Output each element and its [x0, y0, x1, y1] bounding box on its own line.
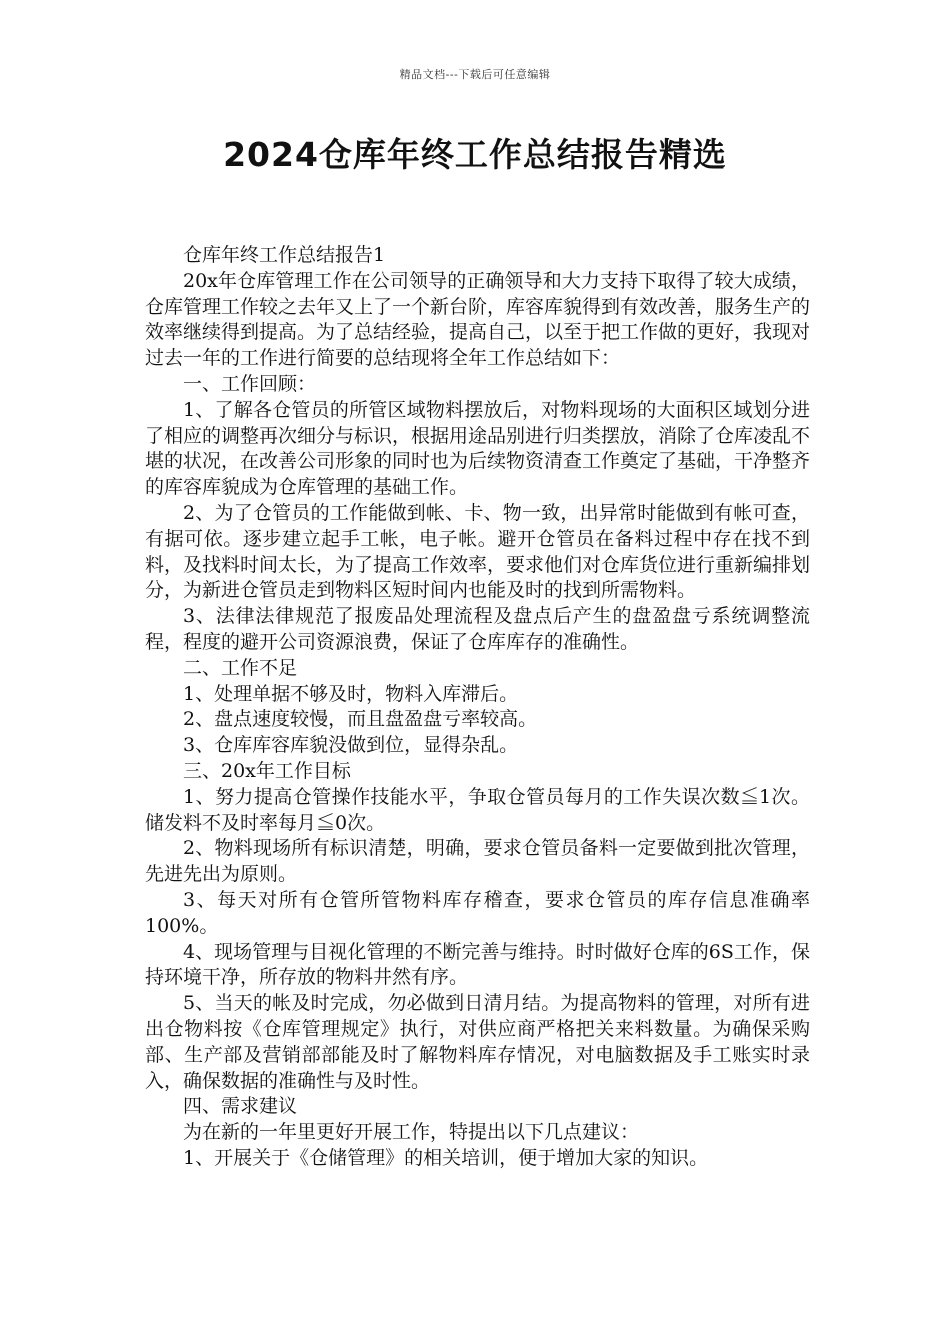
goal-item-2: 2、物料现场所有标识清楚，明确，要求仓管员备料一定要做到批次管理，先进先出为原则。 [145, 837, 810, 886]
goal-item-5: 5、当天的帐及时完成，勿必做到日清月结。为提高物料的管理，对所有进出仓物料按《仓库管理规定》执行，对供应商严格把关来料数量。为确保采购部、生产部及营销部部能及时了解物料库存情况，对电脑数据及手工账实时录入，确保数据的准确性与及时性。 [145, 992, 810, 1092]
goal-item-1: 1、努力提高仓管操作技能水平，争取仓管员每月的工作失误次数≦1次。储发料不及时率每月≦0次。 [145, 785, 810, 834]
section-heading-shortcomings: 二、工作不足 [183, 656, 298, 679]
goal-item-4: 4、现场管理与目视化管理的不断完善与维持。时时做好仓库的6S工作，保持环境干净，所存放的物料井然有序。 [145, 940, 810, 989]
section-heading-goals: 三、20x年工作目标 [183, 759, 351, 782]
header-note: 精品文档---下载后可任意编辑 [399, 68, 551, 81]
suggestions-intro: 为在新的一年里更好开展工作，特提出以下几点建议： [183, 1121, 640, 1144]
intro-paragraph: 20x年仓库管理工作在公司领导的正确领导和大力支持下取得了较大成绩，仓库管理工作较之去年又上了一个新台阶，库容库貌得到有效改善，服务生产的效率继续得到提高。为了总结经验，提高自己，以至于把工作做的更好，我现对过去一年的工作进行简要的总结现将全年工作总结如下： [145, 269, 811, 370]
report-subtitle: 仓库年终工作总结报告1 [183, 244, 386, 266]
section-heading-review: 一、工作回顾： [183, 372, 317, 395]
goal-item-3: 3、每天对所有仓管所管物料库存稽查，要求仓管员的库存信息准确率100%。 [145, 888, 810, 937]
suggestion-item-1: 1、开展关于《仓储管理》的相关培训，便于增加大家的知识。 [183, 1146, 709, 1169]
review-item-1: 1、了解各仓管员的所管区域物料摆放后，对物料现场的大面积区域划分进了相应的调整再次细分与标识，根据用途品别进行归类摆放，消除了仓库凌乱不堪的状况，在改善公司形象的同时也为后续物资清查工作奠定了基础，干净整齐的库容库貌成为仓库管理的基础工作。 [145, 398, 811, 499]
review-item-3: 3、法律法律规范了报废品处理流程及盘点后产生的盘盈盘亏系统调整流程，程度的避开公司资源浪费，保证了仓库库存的准确性。 [145, 605, 810, 653]
shortcoming-item-2: 2、盘点速度较慢，而且盘盈盘亏率较高。 [183, 708, 538, 731]
review-item-2: 2、为了仓管员的工作能做到帐、卡、物一致，出异常时能做到有帐可查，有据可依。逐步建立起手工帐，电子帐。避开仓管员在备料过程中存在找不到料，及找料时间太长，为了提高工作效率，要求他们对仓库货位进行重新编排划分，为新进仓管员走到物料区短时间内也能及时的找到所需物料。 [145, 501, 811, 602]
section-heading-suggestions: 四、需求建议 [183, 1095, 298, 1118]
shortcoming-item-3: 3、仓库库容库貌没做到位，显得杂乱。 [183, 734, 519, 757]
document-title: 2024仓库年终工作总结报告精选 [223, 135, 727, 174]
document-body [145, 243, 810, 1172]
shortcoming-item-1: 1、处理单据不够及时，物料入库滞后。 [183, 682, 519, 705]
